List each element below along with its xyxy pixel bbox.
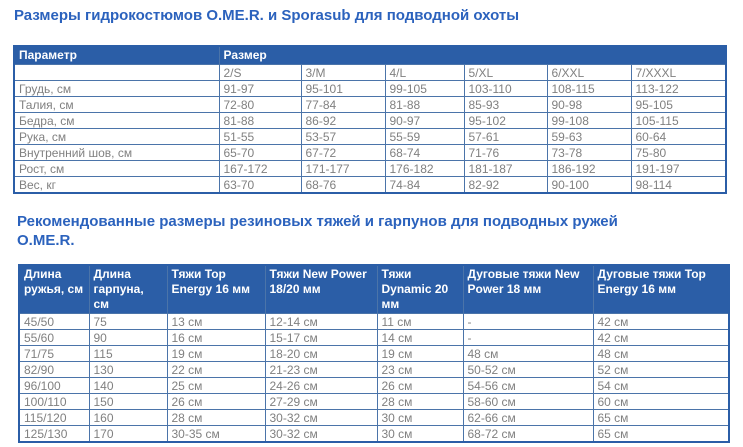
value-cell: 90 [89, 330, 167, 346]
value-cell: 19 см [377, 346, 463, 362]
column-header-cell: Длина ружья, см [19, 265, 89, 314]
value-cell: - [463, 314, 593, 330]
value-cell: 62-66 см [463, 410, 593, 426]
value-cell: 54 см [593, 378, 729, 394]
column-header-cell: Дуговые тяжи New Power 18 мм [463, 265, 593, 314]
value-cell: 58-60 см [463, 394, 593, 410]
value-cell: 26 см [167, 394, 265, 410]
value-cell: 99-105 [385, 81, 464, 97]
table-row [14, 97, 726, 113]
rubber-band-header-row [19, 265, 729, 314]
wetsuit-table-header-row [14, 46, 726, 65]
value-cell: 68-72 см [463, 426, 593, 443]
value-cell: 28 см [377, 394, 463, 410]
parameter-label-cell: Грудь, см [14, 81, 219, 97]
column-header-cell: Тяжи New Power 18/20 мм [265, 265, 377, 314]
table-row [14, 81, 726, 97]
value-cell: 71-76 [464, 145, 547, 161]
parameter-label-cell: Внутренний шов, см [14, 145, 219, 161]
value-cell: 30-35 см [167, 426, 265, 443]
value-cell: 30 см [377, 426, 463, 443]
table-row [14, 177, 726, 194]
value-cell: 30-32 см [265, 410, 377, 426]
value-cell: 26 см [377, 378, 463, 394]
value-cell: 73-78 [547, 145, 631, 161]
value-cell: 27-29 см [265, 394, 377, 410]
section-title-line2: O.ME.R. [17, 232, 75, 249]
table-row [14, 145, 726, 161]
value-cell: 90-100 [547, 177, 631, 194]
value-cell: 63-70 [219, 177, 301, 194]
value-cell: 75-80 [631, 145, 726, 161]
value-cell: 105-115 [631, 113, 726, 129]
value-cell: 24-26 см [265, 378, 377, 394]
parameter-label-cell: Вес, кг [14, 177, 219, 194]
value-cell: 22 см [167, 362, 265, 378]
value-cell: 100/110 [19, 394, 89, 410]
value-cell: 45/50 [19, 314, 89, 330]
value-cell: 171-177 [301, 161, 385, 177]
value-cell: 113-122 [631, 81, 726, 97]
value-cell: 65-70 [219, 145, 301, 161]
value-cell: 160 [89, 410, 167, 426]
size-label-cell: 6/XXL [547, 65, 631, 81]
value-cell: 42 см [593, 314, 729, 330]
value-cell: 57-61 [464, 129, 547, 145]
parameter-label-cell: Рост, см [14, 161, 219, 177]
value-cell: 15-17 см [265, 330, 377, 346]
size-row-empty-cell [14, 65, 219, 81]
value-cell: 99-108 [547, 113, 631, 129]
column-header-cell: Длина гарпуна, см [89, 265, 167, 314]
value-cell: 95-102 [464, 113, 547, 129]
value-cell: 170 [89, 426, 167, 443]
value-cell: 115 [89, 346, 167, 362]
value-cell: 176-182 [385, 161, 464, 177]
size-label-cell: 5/XL [464, 65, 547, 81]
value-cell: 95-105 [631, 97, 726, 113]
value-cell: 91-97 [219, 81, 301, 97]
value-cell: 150 [89, 394, 167, 410]
parameter-label-cell: Талия, см [14, 97, 219, 113]
value-cell: 96/100 [19, 378, 89, 394]
value-cell: 77-84 [301, 97, 385, 113]
value-cell: 186-192 [547, 161, 631, 177]
value-cell: 81-88 [219, 113, 301, 129]
value-cell: 67-72 [301, 145, 385, 161]
value-cell: 85-93 [464, 97, 547, 113]
value-cell: 55/60 [19, 330, 89, 346]
value-cell: 90-97 [385, 113, 464, 129]
value-cell: 60 см [593, 394, 729, 410]
table-row [19, 410, 729, 426]
parameter-label-cell: Бедра, см [14, 113, 219, 129]
value-cell: 71/75 [19, 346, 89, 362]
table-row [19, 426, 729, 443]
section-title-line1: Рекомендованные размеры резиновых тяжей и гарпунов для подводных ружей [17, 213, 618, 230]
table-row [19, 314, 729, 330]
value-cell: 23 см [377, 362, 463, 378]
value-cell: 53-57 [301, 129, 385, 145]
table-row [19, 362, 729, 378]
size-label-cell: 2/S [219, 65, 301, 81]
table-row [19, 330, 729, 346]
rubber-band-table-head [19, 265, 729, 314]
value-cell: 90-98 [547, 97, 631, 113]
value-cell: 103-110 [464, 81, 547, 97]
rubber-band-table [18, 264, 730, 443]
value-cell: 30 см [377, 410, 463, 426]
value-cell: 18-20 см [265, 346, 377, 362]
value-cell: 60-64 [631, 129, 726, 145]
value-cell: 81-88 [385, 97, 464, 113]
value-cell: 12-14 см [265, 314, 377, 330]
column-header-cell: Тяжи Dynamic 20 мм [377, 265, 463, 314]
table-row [19, 346, 729, 362]
value-cell: 28 см [167, 410, 265, 426]
value-cell: 181-187 [464, 161, 547, 177]
value-cell: 25 см [167, 378, 265, 394]
value-cell: 21-23 см [265, 362, 377, 378]
value-cell: 68-74 [385, 145, 464, 161]
value-cell: 51-55 [219, 129, 301, 145]
wetsuit-size-table [13, 45, 727, 194]
value-cell: 86-92 [301, 113, 385, 129]
table-row [19, 394, 729, 410]
value-cell: 65 см [593, 426, 729, 443]
parameter-label-cell: Рука, см [14, 129, 219, 145]
size-label-cell: 3/M [301, 65, 385, 81]
value-cell: 14 см [377, 330, 463, 346]
value-cell: 95-101 [301, 81, 385, 97]
value-cell: 65 см [593, 410, 729, 426]
size-label-row [14, 65, 726, 81]
value-cell: 191-197 [631, 161, 726, 177]
value-cell: 82/90 [19, 362, 89, 378]
table-row [14, 113, 726, 129]
value-cell: 115/120 [19, 410, 89, 426]
value-cell: 54-56 см [463, 378, 593, 394]
value-cell: 50-52 см [463, 362, 593, 378]
value-cell: 42 см [593, 330, 729, 346]
value-cell: 108-115 [547, 81, 631, 97]
value-cell: 68-76 [301, 177, 385, 194]
section-title [17, 212, 743, 250]
size-header-cell: Размер [219, 46, 726, 65]
column-header-cell: Дуговые тяжи Top Energy 16 мм [593, 265, 729, 314]
column-header-cell: Тяжи Top Energy 16 мм [167, 265, 265, 314]
page-title: Размеры гидрокостюмов O.ME.R. и Sporasub для подводной охоты [14, 7, 520, 24]
value-cell: 75 [89, 314, 167, 330]
table-row [14, 129, 726, 145]
rubber-band-table-body [19, 314, 729, 443]
size-label-cell: 7/XXXL [631, 65, 726, 81]
value-cell: 48 см [463, 346, 593, 362]
table-row [14, 161, 726, 177]
wetsuit-table-body [14, 65, 726, 194]
value-cell: 98-114 [631, 177, 726, 194]
value-cell: 167-172 [219, 161, 301, 177]
value-cell: 72-80 [219, 97, 301, 113]
value-cell: 30-32 см [265, 426, 377, 443]
value-cell: 11 см [377, 314, 463, 330]
value-cell: 48 см [593, 346, 729, 362]
value-cell: 74-84 [385, 177, 464, 194]
size-label-cell: 4/L [385, 65, 464, 81]
value-cell: 19 см [167, 346, 265, 362]
value-cell: 52 см [593, 362, 729, 378]
value-cell: 125/130 [19, 426, 89, 443]
value-cell: 140 [89, 378, 167, 394]
value-cell: 55-59 [385, 129, 464, 145]
value-cell: - [463, 330, 593, 346]
value-cell: 130 [89, 362, 167, 378]
value-cell: 16 см [167, 330, 265, 346]
value-cell: 82-92 [464, 177, 547, 194]
value-cell: 59-63 [547, 129, 631, 145]
table-row [19, 378, 729, 394]
param-header-cell: Параметр [14, 46, 219, 65]
value-cell: 13 см [167, 314, 265, 330]
